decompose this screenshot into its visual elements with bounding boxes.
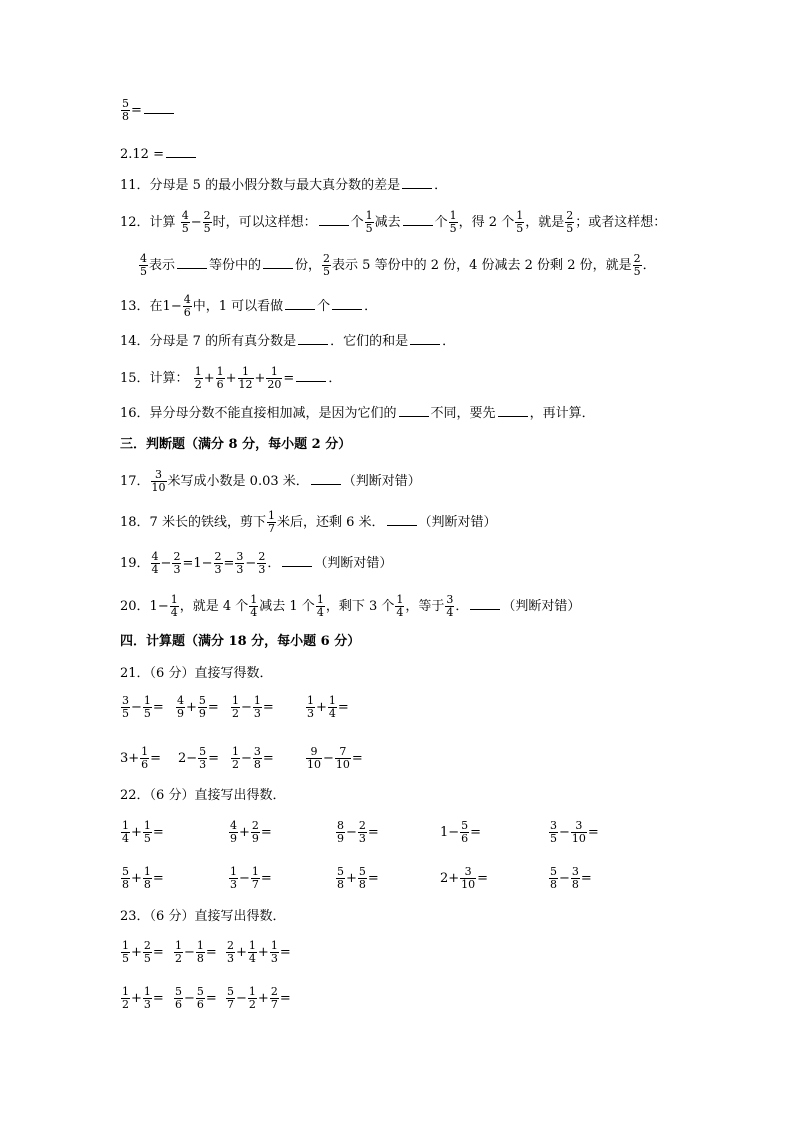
fraction: $\frac{2}{3}$ (173, 550, 181, 576)
fraction: $\frac{1}{4}$ (316, 593, 324, 619)
answer-blank (282, 554, 312, 567)
calc-item: $\frac{9}{10}$ − $\frac{7}{10}$ = (307, 745, 363, 771)
answer-blank (263, 256, 293, 269)
fraction: $\frac{1}{4}$ (170, 593, 178, 619)
question-13: 13．在1− $\frac{4}{6}$ 中，1 可以看做 个 ． (120, 293, 378, 319)
fraction: $\frac{2}{3}$ (258, 550, 266, 576)
calc-item: $\frac{1}{2}$ − $\frac{3}{8}$ = (232, 745, 274, 771)
section-4-heading: 四．计算题（满分 18 分，每小题 6 分） (120, 634, 361, 649)
calc-item: $\frac{1}{4}$ + $\frac{1}{5}$ = (122, 819, 164, 845)
calc-item: $\frac{5}{8}$ + $\frac{1}{8}$ = (122, 865, 164, 891)
fraction: $\frac{3}{10}$ (151, 468, 166, 494)
calc-item: 1− $\frac{5}{6}$ = (440, 819, 482, 845)
calc-item: $\frac{1}{2}$ − $\frac{1}{3}$ = (232, 694, 274, 720)
answer-blank (470, 597, 500, 610)
calc-item: $\frac{1}{2}$ − $\frac{1}{8}$ = (175, 939, 217, 965)
answer-blank (298, 332, 328, 345)
calc-item: $\frac{5}{7}$ − $\frac{1}{2}$ + $\frac{2}{7}$ = (227, 985, 291, 1011)
calc-item: $\frac{5}{6}$ − $\frac{5}{6}$ = (175, 985, 217, 1011)
fraction: $\frac{4}{6}$ (183, 293, 191, 319)
fraction: $\frac{4}{4}$ (151, 550, 159, 576)
question-16: 16．异分母分数不能直接相加减，是因为它们的 不同，要先 ，再计算． (120, 406, 595, 421)
fraction: $\frac{2}{5}$ (566, 209, 574, 235)
answer-blank (177, 256, 207, 269)
section-3-heading: 三．判断题（满分 8 分，每小题 2 分） (120, 437, 352, 452)
calc-item: $\frac{1}{5}$ + $\frac{2}{5}$ = (122, 939, 164, 965)
calc-item: $\frac{5}{8}$ − $\frac{3}{8}$ = (550, 865, 592, 891)
answer-blank (332, 297, 362, 310)
calc-item: $\frac{1}{3}$ + $\frac{1}{4}$ = (307, 694, 349, 720)
top-line-1: $\frac{5}{8}$ = (120, 98, 176, 123)
fraction: $\frac{1}{5}$ (365, 209, 373, 235)
calc-item: $\frac{1}{3}$ − $\frac{1}{7}$ = (230, 865, 272, 891)
calc-item: $\frac{3}{5}$ − $\frac{1}{5}$ = (122, 694, 164, 720)
top-line-2: 2.12 = (120, 145, 198, 164)
calc-item: $\frac{4}{9}$ + $\frac{2}{9}$ = (230, 819, 272, 845)
question-12-line2: $\frac{4}{5}$ 表示 等份中的 份， $\frac{2}{5}$ 表示 5 等份中的 2 份，4 份减去 2 份剩 2 份，就是 $\frac{2}{5}$ ． (140, 252, 656, 278)
answer-blank (296, 369, 326, 382)
calc-item: $\frac{2}{3}$ + $\frac{1}{4}$ + $\frac{1}{3}$ = (227, 939, 291, 965)
calc-item: $\frac{4}{9}$ + $\frac{5}{9}$ = (177, 694, 219, 720)
calc-item: $\frac{3}{5}$ − $\frac{3}{10}$ = (550, 819, 599, 845)
fraction: $\frac{1}{20}$ (267, 365, 282, 391)
fraction: $\frac{2}{5}$ (203, 209, 211, 235)
fraction: $\frac{1}{12}$ (238, 365, 253, 391)
answer-blank (285, 297, 315, 310)
fraction: $\frac{1}{7}$ (267, 509, 275, 535)
fraction: $\frac{4}{5}$ (181, 209, 189, 235)
question-12-line1: 12．计算 $\frac{4}{5}$ − $\frac{2}{5}$ 时，可以这样想： 个 $\frac{1}{5}$ 减去 个 $\frac{1}{5}$ ，得 2 个 $\frac{1}{5}$ ，就是 $\frac{2}{5}$ ；或者这样想： (120, 209, 667, 235)
question-21: 21．（6 分）直接写得数． (120, 666, 273, 681)
answer-blank (403, 213, 433, 226)
answer-blank (166, 145, 196, 158)
fraction: $\frac{1}{6}$ (216, 365, 224, 391)
fraction: $\frac{5}{8}$ (122, 97, 129, 123)
answer-blank (319, 213, 349, 226)
fraction: $\frac{3}{4}$ (446, 593, 454, 619)
fraction: $\frac{2}{5}$ (633, 252, 641, 278)
answer-blank (311, 472, 341, 485)
question-14: 14．分母是 7 的所有真分数是 ．它们的和是 ． (120, 334, 456, 349)
fraction: $\frac{1}{4}$ (396, 593, 404, 619)
question-11: 11．分母是 5 的最小假分数与最大真分数的差是 ． (120, 178, 448, 193)
fraction: $\frac{2}{3}$ (214, 550, 222, 576)
calc-item: 2+ $\frac{3}{10}$ = (440, 865, 489, 891)
fraction: $\frac{2}{5}$ (323, 252, 331, 278)
question-15: 15．计算： $\frac{1}{2}$ + $\frac{1}{6}$ + $\frac{1}{12}$ + $\frac{1}{20}$ = ． (120, 365, 342, 391)
answer-blank (410, 332, 440, 345)
question-17: 17． $\frac{3}{10}$ 米写成小数是 0.03 米． （判断对错） (120, 468, 421, 494)
calc-item: $\frac{1}{2}$ + $\frac{1}{3}$ = (122, 985, 164, 1011)
question-18: 18．7 米长的铁线，剪下 $\frac{1}{7}$ 米后，还剩 6 米． （判断对错） (120, 509, 497, 535)
answer-blank (144, 101, 174, 114)
calc-item: $\frac{5}{8}$ + $\frac{5}{8}$ = (337, 865, 379, 891)
answer-blank (402, 176, 432, 189)
fraction: $\frac{1}{4}$ (250, 593, 258, 619)
calc-item: 2− $\frac{5}{3}$ = (178, 745, 220, 771)
question-19: 19． $\frac{4}{4}$ − $\frac{2}{3}$ =1− $\frac{2}{3}$ = $\frac{3}{3}$ − $\frac{2}{3}$ ． （判断对错） (120, 550, 393, 576)
fraction: $\frac{4}{5}$ (140, 252, 147, 278)
fraction: $\frac{3}{3}$ (236, 550, 244, 576)
answer-blank (399, 404, 429, 417)
answer-blank (498, 404, 528, 417)
fraction: $\frac{1}{2}$ (194, 365, 202, 391)
question-22: 22．（6 分）直接写出得数． (120, 788, 286, 803)
question-20: 20．1− $\frac{1}{4}$ ，就是 4 个 $\frac{1}{4}$ 减去 1 个 $\frac{1}{4}$ ，剩下 3 个 $\frac{1}{4}$ ，等于 $\frac{3}{4}$ ． （判断对错） (120, 593, 581, 619)
calc-item: 3+ $\frac{1}{6}$ = (120, 745, 162, 771)
answer-blank (387, 513, 417, 526)
calc-item: $\frac{8}{9}$ − $\frac{2}{3}$ = (337, 819, 379, 845)
fraction: $\frac{1}{5}$ (516, 209, 524, 235)
fraction: $\frac{1}{5}$ (449, 209, 457, 235)
question-23: 23．（6 分）直接写出得数． (120, 909, 286, 924)
